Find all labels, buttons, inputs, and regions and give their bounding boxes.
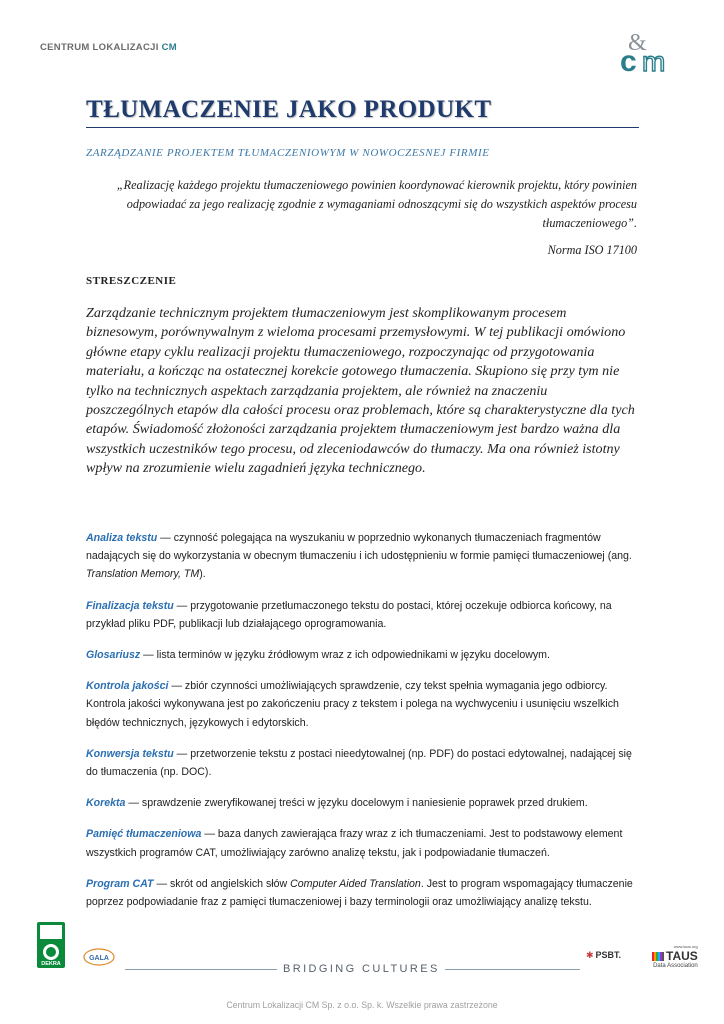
epigraph-quote: „Realizację każdego projektu tłumaczeniowego powinien koordynować kierownik projektu, który powinien odpowiadać za jego realizację zgodnie z wymaganiami odnoszącymi się do wszystkich aspektów procesu tłumaczeniowego”. bbox=[116, 178, 637, 230]
dekra-label: DEKRA bbox=[41, 961, 61, 967]
title-underline bbox=[86, 127, 639, 128]
glossary-entry bbox=[86, 529, 638, 584]
glossary-definition: — sprawdzenie zweryfikowanej treści w języku docelowym i naniesienie poprawek przed drukiem. bbox=[125, 797, 588, 810]
glossary-entry bbox=[86, 825, 638, 861]
footer-copyright: Centrum Lokalizacji CM Sp. z o.o. Sp. k. Wszelkie prawa zastrzeżone bbox=[226, 1000, 498, 1010]
abstract-heading: STRESZCZENIE bbox=[86, 275, 177, 287]
glossary-term: Finalizacja tekstu bbox=[86, 599, 174, 612]
taus-subtitle: Data Association bbox=[653, 963, 698, 969]
company-name: CENTRUM LOKALIZACJI bbox=[40, 42, 159, 53]
glossary-term: Program CAT bbox=[86, 877, 154, 890]
document-subtitle: ZARZĄDZANIE PROJEKTEM TŁUMACZENIOWYM W NOWOCZESNEJ FIRMIE bbox=[86, 147, 490, 159]
taus-bars-icon bbox=[652, 952, 664, 961]
company-suffix: CM bbox=[161, 42, 177, 53]
centrum-lokalizacji-cm-logo-icon bbox=[620, 30, 690, 74]
svg-text:c: c bbox=[620, 45, 637, 74]
taus-logo bbox=[652, 949, 698, 963]
glossary-definition: — czynność polegająca na wyszukaniu w poprzednio wykonanych tłumaczeniach fragmentów nadających się do wykorzystania w obecnym tłumaczeniu i ich udostępnieniu w formie pamięci tłumaczeniowej (ang. bbox=[86, 532, 632, 563]
glossary-italic: Translation Memory, TM bbox=[86, 568, 200, 581]
glossary-entry bbox=[86, 646, 638, 664]
header-company-name bbox=[40, 42, 177, 53]
psbt-label: PSBT. bbox=[595, 950, 622, 960]
taus-url: www.taus.org bbox=[673, 944, 698, 949]
svg-text:&: & bbox=[628, 30, 647, 56]
glossary-definition: — baza danych zawierająca frazy wraz z ich tłumaczeniami. Jest to podstawowy element wszystkich programów CAT, umożliwiający zarówno analizę tekstu, jak i podpowiadanie tłumaczeń. bbox=[86, 828, 623, 859]
glossary-entry bbox=[86, 597, 638, 633]
glossary-term: Konwersja tekstu bbox=[86, 747, 174, 760]
quote-source: Norma ISO 17100 bbox=[547, 243, 637, 257]
glossary-entry bbox=[86, 677, 638, 732]
glossary-definition: — lista terminów w języku źródłowym wraz z ich odpowiednikami w języku docelowym. bbox=[140, 649, 550, 662]
glossary-definition: — przygotowanie przetłumaczonego tekstu do postaci, której oczekuje odbiorca końcowy, na przykład pliku PDF, publikacji lub działającego oprogramowania. bbox=[86, 599, 612, 630]
glossary-definition-end: ). bbox=[199, 568, 206, 581]
glossary-list bbox=[86, 529, 638, 924]
document-title: TŁUMACZENIE JAKO PRODUKT bbox=[86, 96, 492, 123]
glossary-entry bbox=[86, 875, 638, 911]
gala-label: GALA bbox=[89, 955, 109, 962]
abstract-text: Zarządzanie technicznym projektem tłumaczeniowym jest skomplikowanym procesem biznesowym, porównywalnym z wieloma procesami przemysłowymi. W tej publikacji omówiono główne etapy cyklu realizacji projektu tłumaczeniowego, rozpoczynając od przygotowania materiału, a kończąc na ostatecznej korekcie gotowego tłumaczenia. Skupiono się przy tym nie tylko na technicznych aspektach zarządzania projektem, ale również na znaczeniu poszczególnych etapów dla całości procesu oraz problemach, które są charakterystyczne dla tych etapów. Świadomość złożoności zarządzania projektem tłumaczeniowym jest bardzo ważna dla wszystkich uczestników tego procesu, od zleceniodawców do tłumaczy. Ma ona również istotny wpływ na zrozumienie wielu zagadnień języka technicznego. bbox=[86, 305, 635, 477]
gala-member-badge-icon bbox=[83, 948, 115, 966]
glossary-term: Glosariusz bbox=[86, 649, 141, 662]
glossary-entry bbox=[86, 745, 638, 781]
psbt-badge bbox=[586, 950, 621, 961]
glossary-definition-end: . Jest to program wspomagający tłumaczenie poprzez podpowiadanie fraz z pamięci tłumaczeniowej i bazy terminologii oraz umożliwiający analizę tekstu. bbox=[86, 877, 633, 909]
taus-label: TAUS bbox=[666, 949, 698, 963]
glossary-definition: — przetworzenie tekstu z postaci nieedytowalnej (np. PDF) do postaci edytowalnej, nadającej się do tłumaczenia (np. DOC). bbox=[86, 747, 632, 779]
svg-text:m: m bbox=[642, 46, 666, 74]
glossary-definition: — skrót od angielskich słów bbox=[153, 877, 291, 890]
footer-tagline: BRIDGING CULTURES bbox=[283, 963, 440, 975]
glossary-term: Korekta bbox=[86, 797, 126, 810]
taus-badge bbox=[652, 944, 698, 969]
glossary-term: Pamięć tłumaczeniowa bbox=[86, 828, 202, 841]
glossary-entry bbox=[86, 794, 638, 812]
glossary-definition: — zbiór czynności umożliwiających sprawdzenie, czy tekst spełnia wymagania jego odbiorcy. Kontrola jakości wykonywana jest po zakończeniu pracy z tekstem i polega na wychwyceniu i usunięciu wszelkich błędów technicznych, językowych i edytorskich. bbox=[86, 680, 619, 729]
glossary-term: Kontrola jakości bbox=[86, 680, 169, 693]
glossary-italic: Computer Aided Translation bbox=[290, 877, 421, 890]
glossary-term: Analiza tekstu bbox=[86, 532, 158, 544]
footer-divider-left bbox=[125, 969, 277, 970]
psbt-star-icon: ✱ bbox=[586, 950, 594, 960]
footer-divider-right bbox=[445, 969, 580, 970]
dekra-certification-badge-icon bbox=[37, 922, 65, 968]
